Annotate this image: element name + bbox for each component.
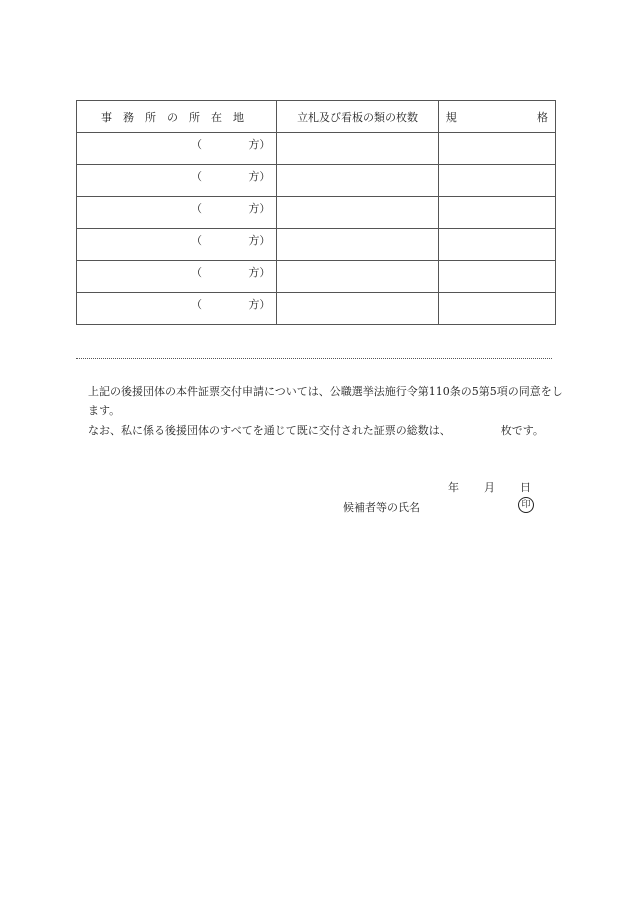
header-spec-right: 格	[537, 111, 548, 124]
office-location-cell[interactable]	[77, 229, 277, 261]
sign-count-cell[interactable]	[277, 229, 438, 261]
sign-count-cell[interactable]	[277, 165, 438, 197]
specification-cell[interactable]	[438, 197, 555, 229]
paren-close: 方）	[248, 202, 271, 215]
paren-close: 方）	[248, 138, 271, 151]
consent-paragraph-2	[76, 421, 570, 440]
date-year: 年	[448, 481, 459, 494]
office-location-cell[interactable]	[77, 293, 277, 325]
paren-close: 方）	[248, 298, 271, 311]
signboard-table	[76, 100, 556, 325]
table-row	[77, 261, 556, 293]
office-location-cell[interactable]	[77, 165, 277, 197]
table-row	[77, 165, 556, 197]
table-row	[77, 133, 556, 165]
date-month: 月	[484, 481, 495, 494]
paren-close: 方）	[248, 266, 271, 279]
consent-paragraph-2-end: 枚です。	[500, 424, 544, 437]
specification-cell[interactable]	[438, 133, 555, 165]
sign-count-cell[interactable]	[277, 133, 438, 165]
specification-cell[interactable]	[438, 293, 555, 325]
paren-open: （	[191, 138, 202, 151]
sign-count-cell[interactable]	[277, 197, 438, 229]
office-location-cell[interactable]	[77, 133, 277, 165]
specification-cell[interactable]	[438, 229, 555, 261]
consent-paragraph-1: 上記の後援団体の本件証票交付申請については、公職選挙法施行令第110条の5第5項の同意をします。	[88, 385, 563, 417]
header-spec-left: 規	[445, 111, 457, 124]
office-location-cell[interactable]	[77, 261, 277, 293]
paren-open: （	[191, 298, 202, 311]
table-header-row	[77, 101, 556, 133]
paren-open: （	[191, 266, 202, 279]
header-office-location: 事 務 所 の 所 在 地	[77, 101, 277, 133]
office-location-cell[interactable]	[77, 197, 277, 229]
table-row	[77, 197, 556, 229]
paren-open: （	[191, 170, 202, 183]
specification-cell[interactable]	[438, 165, 555, 197]
specification-cell[interactable]	[438, 261, 555, 293]
header-specification	[438, 101, 555, 133]
paren-open: （	[191, 234, 202, 247]
table-row	[77, 229, 556, 261]
paren-close: 方）	[248, 234, 271, 247]
dotted-divider	[76, 358, 552, 359]
date-day: 日	[520, 481, 531, 494]
consent-paragraph-2-text: なお、私に係る後援団体のすべてを通じて既に交付された証票の総数は、	[88, 424, 451, 437]
sign-count-cell[interactable]	[277, 261, 438, 293]
paren-open: （	[191, 202, 202, 215]
candidate-name-label: 候補者等の氏名	[343, 501, 420, 514]
header-sign-count: 立札及び看板の類の枚数	[277, 101, 438, 133]
sign-count-cell[interactable]	[277, 293, 438, 325]
table-row	[77, 293, 556, 325]
paren-close: 方）	[248, 170, 271, 183]
seal-mark: 印	[518, 497, 534, 513]
